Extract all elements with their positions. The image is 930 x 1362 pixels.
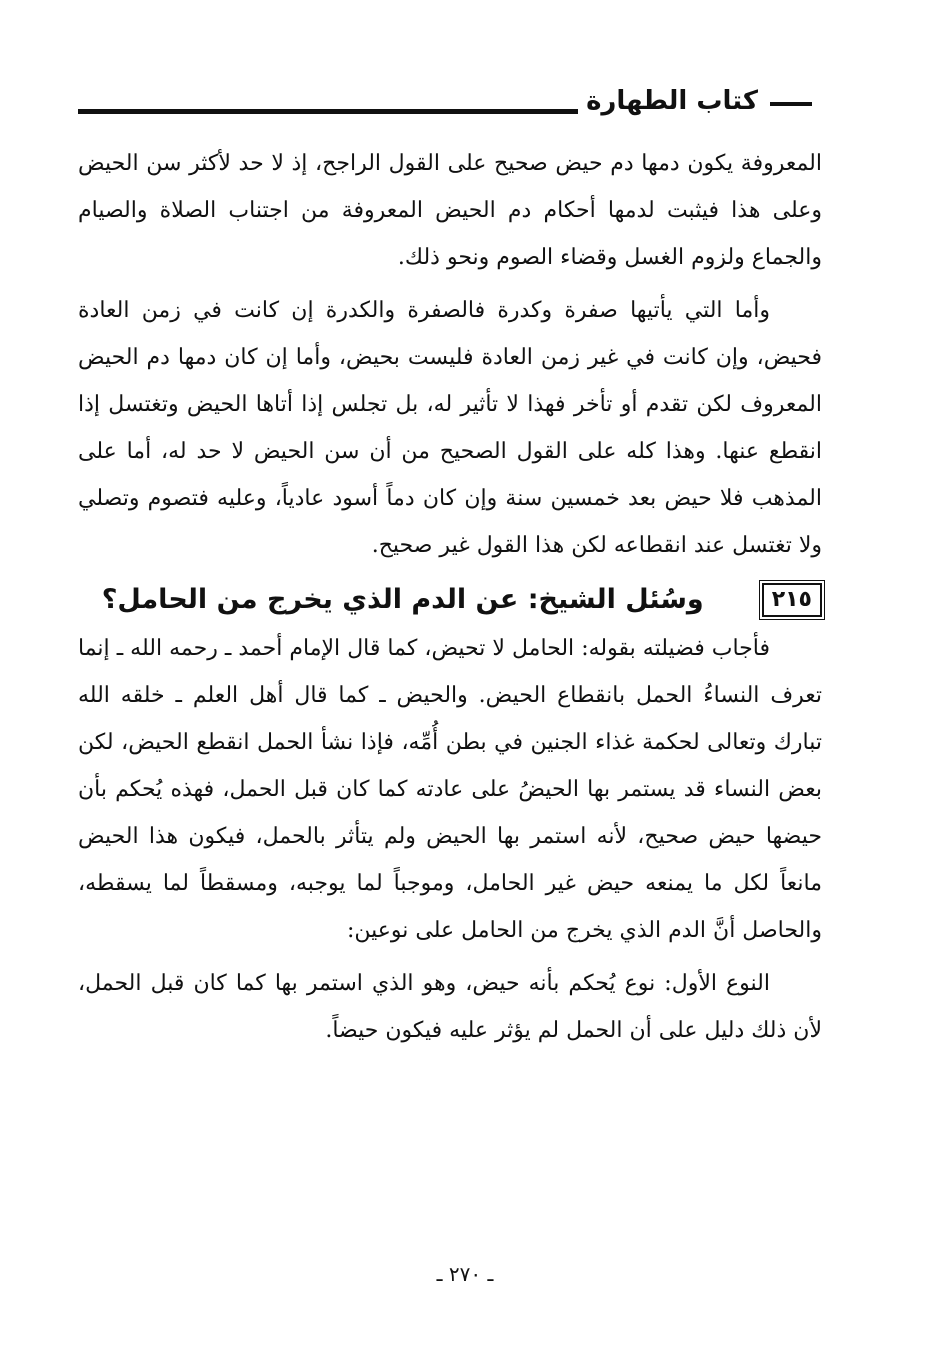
question-text: وسُئل الشيخ: عن الدم الذي يخرج من الحامل؟ [101, 584, 704, 615]
header-rule [78, 109, 578, 114]
question-heading [78, 575, 822, 625]
question-number-box: ٢١٥ [762, 583, 822, 617]
header-title: كتاب الطهارة [586, 86, 758, 116]
paragraph-4: النوع الأول: نوع يُحكم بأنه حيض، وهو الذي استمر بها كما كان قبل الحمل، لأن ذلك دليل على أن الحمل لم يؤثر عليه فيكون حيضاً. [78, 971, 822, 1043]
answer-paragraph: فأجاب فضيلته بقوله: الحامل لا تحيض، كما قال الإمام أحمد ـ رحمه الله ـ إنما تعرف النساءُ الحمل بانقطاع الحيض. والحيض ـ كما قال أهل العلم ـ خلقه الله تبارك وتعالى لحكمة غذاء الجنين في بطن أُمِّه، فإذا نشأ الحمل انقطع الحيض، لكن بعض النساء قد يستمر بها الحيضُ على عادته كما كان قبل الحمل، فهذه يُحكم بأن حيضها حيض صحيح، لأنه استمر بها الحيض ولم يتأثر بالحمل، فيكون هذا الحيض مانعاً لكل ما يمنعه حيض غير الحامل، وموجباً لما يوجبه، ومسقطاً لما يسقطه، والحاصل أنَّ الدم الذي يخرج من الحامل على نوعين: [78, 636, 822, 943]
page-number: ـ ٢٧٠ ـ [436, 1262, 494, 1286]
paragraph-1: المعروفة يكون دمها دم حيض صحيح على القول الراجح، إذ لا حد لأكثر سن الحيض وعلى هذا فيثبت لدمها أحكام دم الحيض المعروفة من اجتناب الصلاة والصيام والجماع ولزوم الغسل وقضاء الصوم ونحو ذلك. [78, 151, 822, 270]
running-header [78, 78, 812, 118]
paragraph-2: وأما التي يأتيها صفرة وكدرة فالصفرة والكدرة إن كانت في زمن العادة فحيض، وإن كانت في غير زمن العادة فليست بحيض، وأما إن كان دمها دم الحيض المعروف لكن تقدم أو تأخر فهذا لا تأثير له، بل تجلس إذا أتاها الحيض وتغتسل إذا انقطع عنها. وهذا كله على القول الصحيح من أن سن الحيض لا حد له، أما على المذهب فلا حيض بعد خمسين سنة وإن كان دماً أسود عادياً، وعليه فتصوم وتصلي ولا تغتسل عند انقطاعه لكن هذا القول غير صحيح. [78, 298, 822, 558]
header-dash [770, 102, 812, 106]
page-body [78, 140, 822, 1060]
